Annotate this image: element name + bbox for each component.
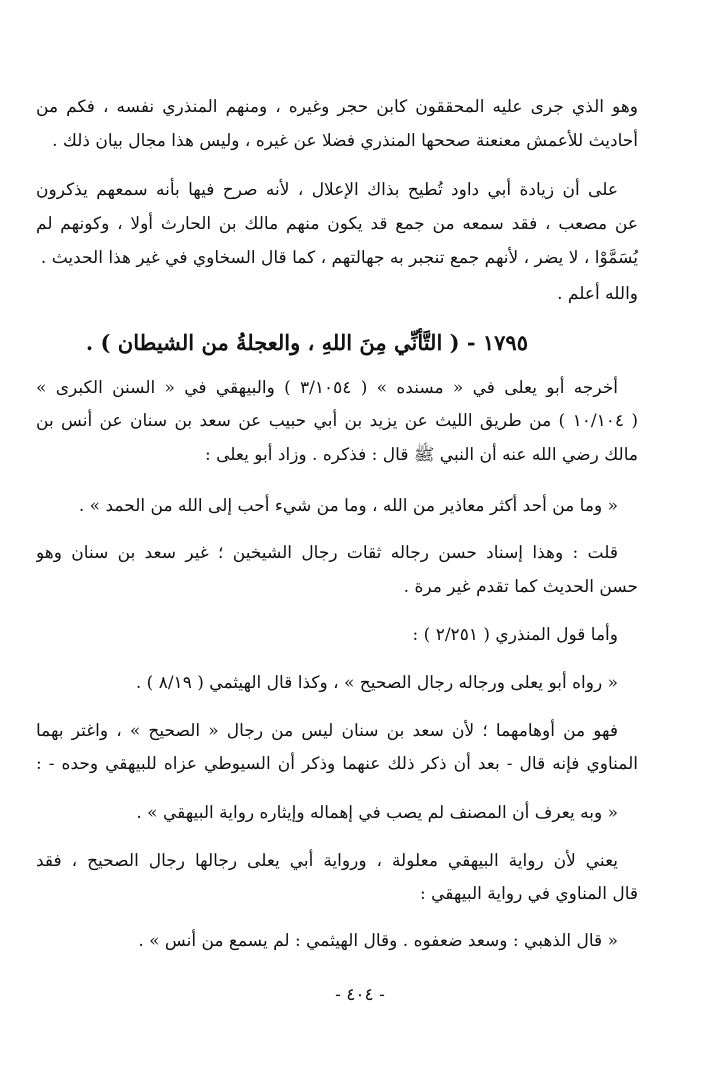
- text-line-20: قال المناوي في رواية البيهقي :: [419, 884, 638, 904]
- quote-line-3: « وبه يعرف أن المصنف لم يصب في إهماله وإيثاره رواية البيهقي » .: [136, 803, 618, 823]
- text-line-19: يعني لأن رواية البيهقي معلولة ، ورواية أبي يعلى رجالها رجال الصحيح ، فقد: [36, 851, 618, 871]
- text-line-2: أحاديث للأعمش معنعنة صححها المنذري فضلا عن غيره ، وليس هذا مجال بيان ذلك .: [52, 131, 638, 151]
- text-line-16: فهو من أوهامهما ؛ لأن سعد بن سنان ليس من رجال « الصحيح » ، واغتر بهما: [36, 721, 618, 741]
- text-line-4: عن مصعب ، فقد سمعه من جمع قد يكون منهم مالك بن الحارث أولا ، وكونهم لم: [36, 214, 638, 234]
- text-line-10: مالك رضي الله عنه أن النبي ﷺ قال : فذكره . وزاد أبو يعلى :: [205, 445, 638, 465]
- text-line-12: قلت : وهذا إسناد حسن رجاله ثقات رجال الشيخين ؛ غير سعد بن سنان وهو: [36, 543, 618, 563]
- hadith-heading: ١٧٩٥ - ( التَّأنِّي مِنَ اللهِ ، والعجلةُ من الشيطان ) .: [85, 330, 528, 355]
- text-line-8: أخرجه أبو يعلى في « مسنده » ( ٣/١٠٥٤ ) والبيهقي في « السنن الكبرى »: [36, 378, 618, 398]
- page-number: - ٤٠٤ -: [335, 985, 385, 1005]
- text-line-6: والله أعلم .: [557, 284, 638, 304]
- document-page: [36, 0, 638, 1072]
- text-line-3: على أن زيادة أبي داود تُطيح بذاك الإعلال ، لأنه صرح فيها بأنه سمعهم يذكرون: [36, 180, 618, 200]
- text-line-17: المناوي فإنه قال - بعد أن ذكر ذلك عنهما وذكر أن السيوطي عزاه للبيهقي وحده - :: [36, 754, 638, 774]
- quote-line-1: « وما من أحد أكثر معاذير من الله ، وما من شيء أحب إلى الله من الحمد » .: [78, 496, 618, 516]
- text-line-14: وأما قول المنذري ( ٢/٢٥١ ) :: [412, 625, 618, 645]
- text-line-5: يُسَمَّوْا ، لا يضر ، لأنهم جمع تنجبر به جهالتهم ، كما قال السخاوي في غير هذا الحديث .: [40, 248, 638, 268]
- quote-line-2: « رواه أبو يعلى ورجاله رجال الصحيح » ، وكذا قال الهيثمي ( ٨/١٩ ) .: [135, 673, 618, 693]
- text-line-13: حسن الحديث كما تقدم غير مرة .: [403, 577, 638, 597]
- text-line-9: ( ١٠/١٠٤ ) من طريق الليث عن يزيد بن أبي حبيب عن سعد بن سنان عن أنس بن: [36, 411, 638, 431]
- quote-line-4: « قال الذهبي : وسعد ضعفوه . وقال الهيثمي : لم يسمع من أنس » .: [138, 931, 618, 951]
- text-line-1: وهو الذي جرى عليه المحققون كابن حجر وغيره ، ومنهم المنذري نفسه ، فكم من: [36, 97, 638, 117]
